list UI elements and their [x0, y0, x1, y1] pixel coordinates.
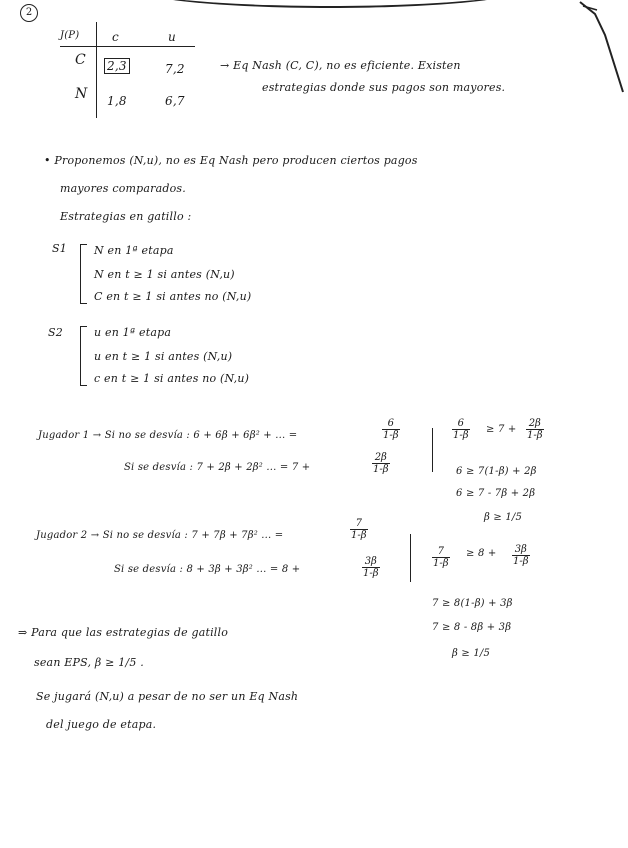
conclusion-line1: ⇒ Para que las estrategias de gatillo: [18, 626, 229, 639]
corner-scribble: [575, 0, 625, 95]
j2-frac-dev-den: 1-β: [363, 568, 379, 579]
page-edge-curve: [130, 0, 530, 8]
j1-step2: 6 ≥ 7(1-β) + 2β: [456, 466, 537, 477]
j2-ineq-rhs: [512, 544, 530, 567]
cell-n-u: 6,7: [165, 94, 185, 108]
j2-ineq-lhs-num: 7: [437, 546, 444, 557]
s1-line1: N en 1ª etapa: [94, 244, 174, 257]
j1-frac-no-dev: [382, 418, 400, 441]
j2-deviation: Si se desvía : 8 + 3β + 3β² ... = 8 +: [114, 564, 301, 575]
proposal-line2: mayores comparados.: [60, 182, 186, 195]
j2-ineq-lhs: [432, 546, 450, 569]
nash-note-line2: estrategias donde sus pagos son mayores.: [262, 81, 506, 94]
j2-ineq-lhs-den: 1-β: [433, 558, 449, 569]
matrix-vline: [96, 22, 97, 118]
row-header-n: N: [75, 86, 88, 102]
col-header-c: c: [112, 30, 119, 44]
j1-ineq-rhs-den: 1-β: [527, 430, 543, 441]
j1-ineq-lhs: [452, 418, 470, 441]
j2-frac-dev-num: 3β: [364, 556, 377, 567]
j1-frac-dev: [372, 452, 390, 475]
j1-ineq-rhs-num: 2β: [528, 418, 541, 429]
j2-no-deviation: Jugador 2 → Si no se desvía : 7 + 7β + 7β² ... =: [36, 530, 284, 541]
s1-label: S1: [52, 242, 67, 255]
j2-frac-no-dev-num: 7: [355, 518, 362, 529]
j2-result: β ≥ 1/5: [452, 648, 491, 659]
s2-line3: c en t ≥ 1 si antes no (N,u): [94, 372, 250, 385]
cell-c-u: 7,2: [165, 62, 185, 76]
cell-n-c: 1,8: [107, 94, 127, 108]
j1-deviation: Si se desvía : 7 + 2β + 2β² ... = 7 +: [124, 462, 311, 473]
j1-ineq-lhs-num: 6: [457, 418, 464, 429]
nash-note-line1: → Eq Nash (C, C), no es eficiente. Existen: [220, 59, 461, 72]
matrix-corner: J(P): [60, 30, 80, 41]
j2-ineq-rhs-num: 3β: [514, 544, 527, 555]
row-header-c: C: [75, 52, 86, 68]
conclusion-line2: sean EPS, β ≥ 1/5 .: [34, 656, 144, 669]
j1-ineq-lhs-den: 1-β: [453, 430, 469, 441]
j1-frac-no-dev-num: 6: [387, 418, 394, 429]
s2-brace: [80, 326, 87, 386]
conclusion-line3: Se jugará (N,u) a pesar de no ser un Eq Nash: [36, 690, 299, 703]
s2-line1: u en 1ª etapa: [94, 326, 172, 339]
proposal-line1: • Proponemos (N,u), no es Eq Nash pero producen ciertos pagos: [44, 154, 418, 167]
j2-frac-no-dev: [350, 518, 368, 541]
j2-frac-dev: [362, 556, 380, 579]
cell-c-c: 2,3: [104, 58, 130, 74]
j1-frac-dev-den: 1-β: [373, 464, 389, 475]
j1-ineq-rhs: [526, 418, 544, 441]
problem-number: 2: [20, 4, 38, 22]
j2-ineq-rhs-den: 1-β: [513, 556, 529, 567]
s1-brace: [80, 244, 87, 304]
j2-divider: [410, 534, 411, 582]
j1-step3: 6 ≥ 7 - 7β + 2β: [456, 488, 536, 499]
s2-line2: u en t ≥ 1 si antes (N,u): [94, 350, 233, 363]
col-header-u: u: [168, 30, 176, 44]
j1-divider: [432, 428, 433, 472]
s2-label: S2: [48, 326, 63, 339]
j2-ineq-mid: ≥ 8 +: [466, 548, 497, 559]
matrix-hline: [60, 46, 195, 47]
s1-line3: C en t ≥ 1 si antes no (N,u): [94, 290, 252, 303]
trigger-heading: Estrategias en gatillo :: [60, 210, 192, 223]
j1-ineq-mid: ≥ 7 +: [486, 424, 517, 435]
j1-frac-no-dev-den: 1-β: [383, 430, 399, 441]
s1-line2: N en t ≥ 1 si antes (N,u): [94, 268, 235, 281]
j1-frac-dev-num: 2β: [374, 452, 387, 463]
j2-step3: 7 ≥ 8 - 8β + 3β: [432, 622, 512, 633]
j2-frac-no-dev-den: 1-β: [351, 530, 367, 541]
j1-result: β ≥ 1/5: [484, 512, 523, 523]
j1-no-deviation: Jugador 1 → Si no se desvía : 6 + 6β + 6β² + ... =: [38, 430, 298, 441]
j2-step2: 7 ≥ 8(1-β) + 3β: [432, 598, 513, 609]
conclusion-line4: del juego de etapa.: [46, 718, 157, 731]
